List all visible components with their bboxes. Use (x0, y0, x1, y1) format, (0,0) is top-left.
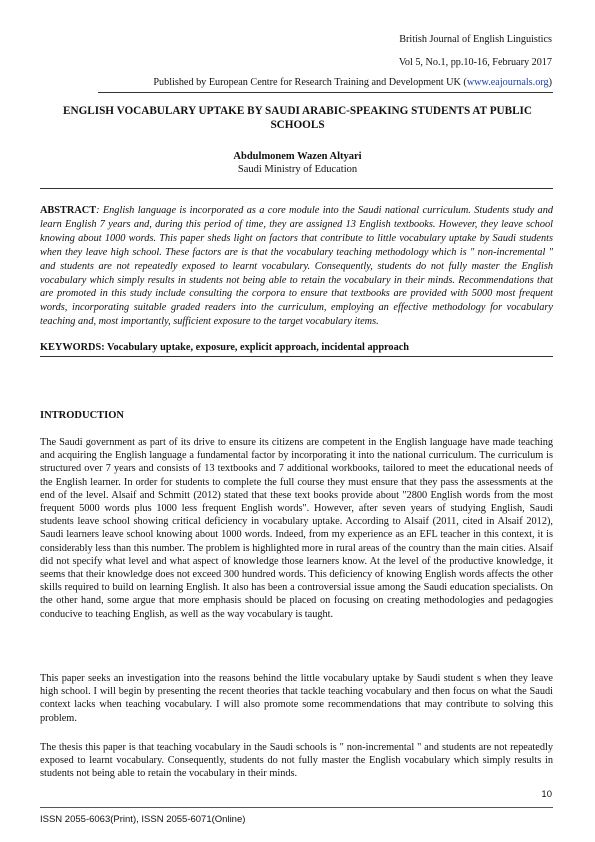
author-block (40, 150, 555, 176)
header-rule (98, 92, 553, 93)
publisher-line (153, 77, 552, 88)
journal-name: British Journal of English Linguistics (399, 34, 552, 45)
publisher-prefix: Published by European Centre for Research Training and Development UK ( (153, 77, 467, 88)
publisher-suffix: ) (548, 77, 552, 88)
keywords-rule (40, 356, 553, 357)
paper-title: ENGLISH VOCABULARY UPTAKE BY SAUDI ARABIC-SPEAKING STUDENTS AT PUBLIC SCHOOLS (63, 105, 532, 131)
author-name: Abdulmonem Wazen Altyari (233, 151, 362, 162)
issn-footer: ISSN 2055-6063(Print), ISSN 2055-6071(Online) (40, 814, 246, 825)
footer-rule (40, 807, 553, 808)
section-rule (40, 188, 553, 189)
paragraph: The thesis this paper is that teaching vocabulary in the Saudi schools is " non-incremental " and students are not repeatedly exposed to learnt vocabulary. Consequently, students do not fully master the English vocabulary which simply results in students not being able to retain the vocabulary in their minds. (40, 742, 553, 780)
keywords: KEYWORDS: Vocabulary uptake, exposure, explicit approach, incidental approach (40, 342, 410, 353)
abstract-text: : English language is incorporated as a core module into the Saudi national curriculum. Students study and learn English 7 years and, during this period of time, they are assigned 13 English textbooks. However, they leave school knowing about 1000 words. This paper sheds light on factors that contribute to little vocabulary uptake by Saudi students when they leave high school. These factors are is that the vocabulary teaching methodology which is " non-incremental " and students are not repeatedly exposed to learnt vocabulary. Consequently, students do not fully master the English vocabulary which simply results in students not being able to retain the vocabulary in their minds. Recommendations that are promoted in this study include consulting the corpora to ensure that textbooks are provided with 5000 most frequent words, incorporating suitable graded readers into the curriculum, employing an effective methodology for vocabulary teaching and, most importantly, sufficient exposure to the target vocabulary items. (40, 205, 553, 328)
volume-info: Vol 5, No.1, pp.10-16, February 2017 (398, 57, 552, 68)
section-heading-introduction: INTRODUCTION (40, 410, 125, 421)
page-number: 10 (541, 789, 552, 800)
abstract-label: ABSTRACT (40, 205, 97, 216)
paragraph: The Saudi government as part of its drive to ensure its citizens are competent in the English language have made teaching and acquiring the English language a fundamental factor by incorporating it into the national curriculum. The curriculum is structured over 7 years and consists of 13 textbooks and 7 additional workbooks, tailored to meet the educational needs of the English learner. In order for students to complete the full course they must ensure that they pass the assessments at the end of the level. Alsaif and Schmitt (2012) stated that these text books provide about "2800 English words from the most frequent 5000 words plus 1000 less frequent English words". However, after seven years of studying English, Saudi students leave school showing critical deficiency in vocabulary uptake. According to Alsaif (2011, cited in Alsaif 2012), Saudi learners leave school knowing about 1000 words. Indeed, from my experience as an EFL teacher in this context, it is considerably less than this number. The problem is highlighted more in rural areas of the country than the main cities. Alsaif did not specify what level and what aspect of knowledge those learners know. At the level of the productive knowledge, it seems that their knowledge does not exceed 300 hundred words. This deficiency of knowing English words affects the other skills required to build on learning English. It also has been a controversial issue among the Saudi education specialists. On the other hand, some argue that more emphasis should be placed on focusing on creating methodologies and pedagogies conducive to teaching English, as well as the way vocabulary is taught. (40, 437, 553, 620)
publisher-link[interactable]: www.eajournals.org (466, 77, 549, 88)
abstract (40, 204, 553, 329)
paragraph: This paper seeks an investigation into the reasons behind the little vocabulary uptake by Saudi student s when they leave high school. I will begin by presenting the recent theories that tackle teaching vocabulary and then focus on what the Saudi context lacks when teaching vocabulary. I will also promote some recommendations that may contribute to solving this problem. (40, 673, 553, 724)
author-affiliation: Saudi Ministry of Education (237, 164, 358, 175)
